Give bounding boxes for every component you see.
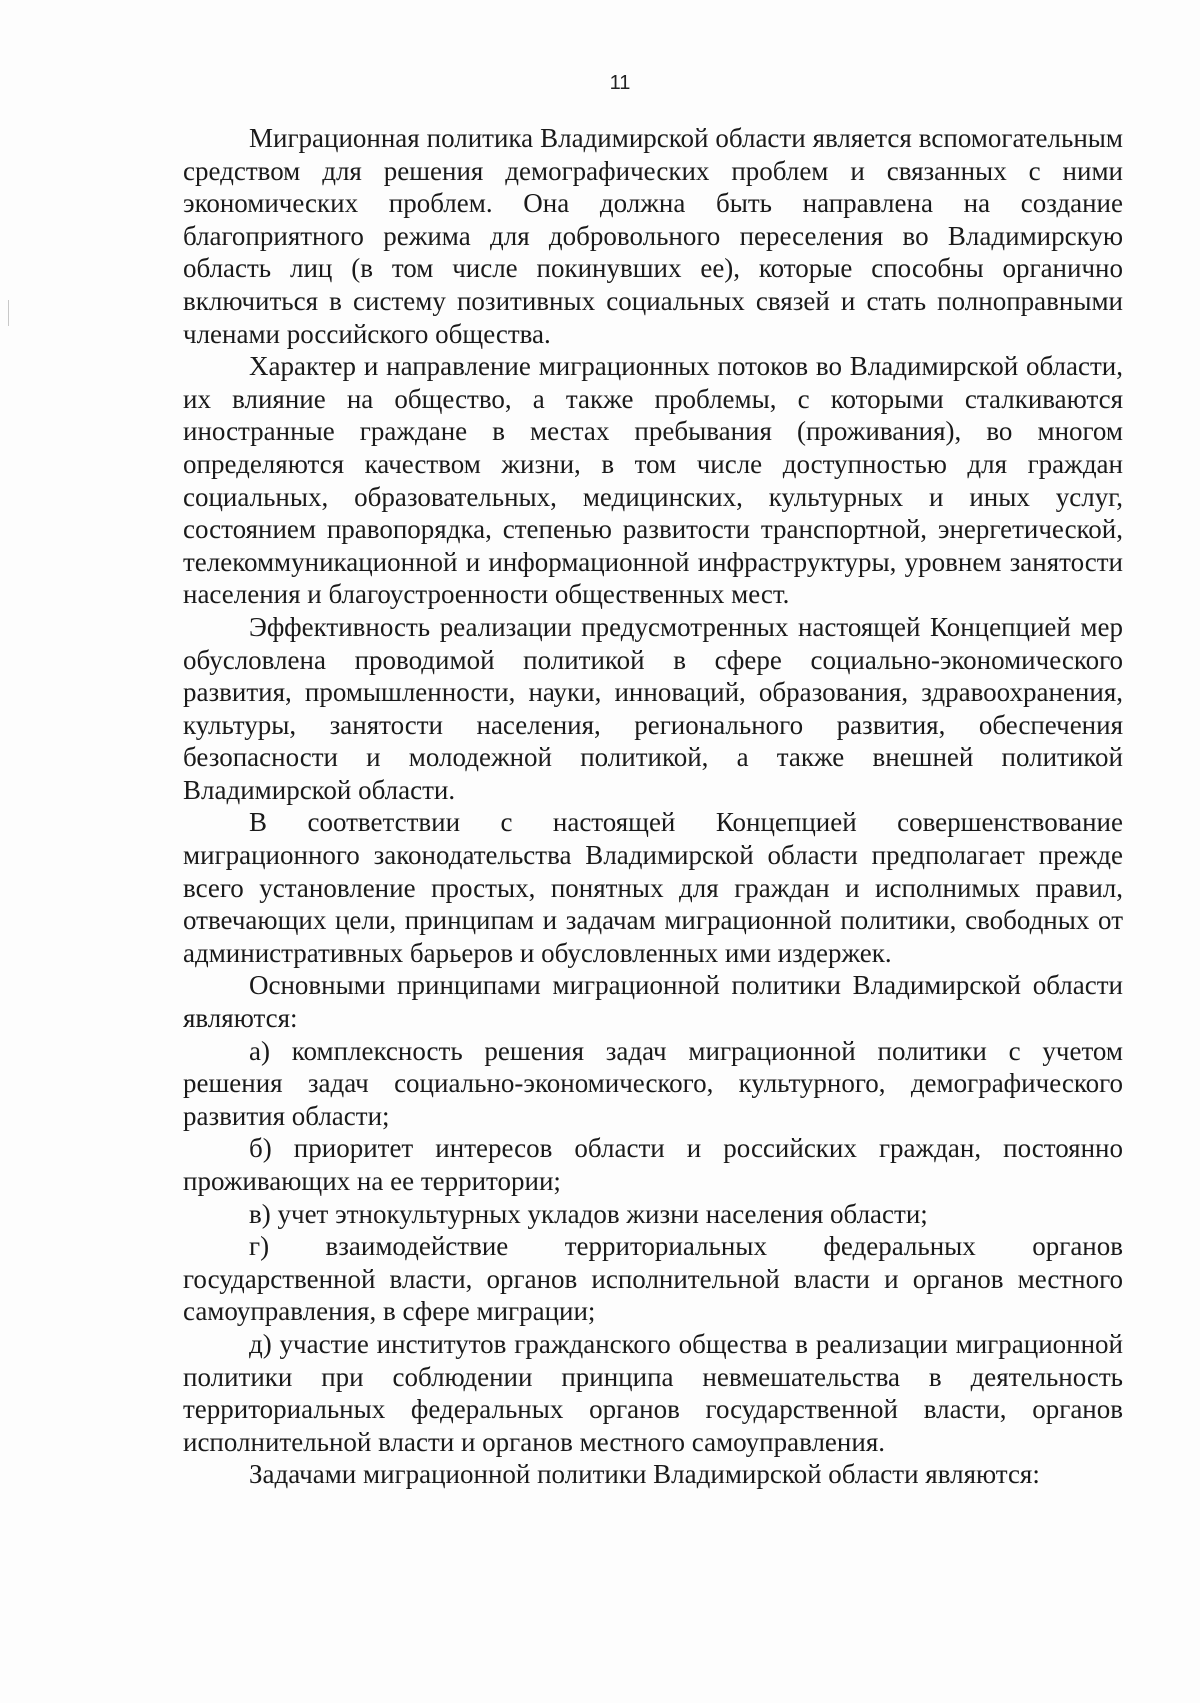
scan-margin-mark: [8, 300, 9, 326]
document-body: [183, 122, 1123, 1491]
list-item-principle-e: д) участие институтов гражданского общества в реализации миграционной политики при соблюдении принципа невмешательства в деятельность территориальных федеральных органов государственной власти, органов исполнительной власти и органов местного самоуправления.: [183, 1328, 1123, 1457]
list-item-principle-c: в) учет этнокультурных укладов жизни населения области;: [249, 1198, 928, 1229]
page-number: 11: [609, 72, 631, 94]
list-item-principle-d: г) взаимодействие территориальных федеральных органов государственной власти, органов исполнительной власти и органов местного самоуправления, в сфере миграции;: [183, 1231, 1123, 1327]
list-item-principle-b: б) приоритет интересов области и российских граждан, постоянно проживающих на ее территории;: [183, 1133, 1123, 1196]
paragraph-principles-intro: Основными принципами миграционной политики Владимирской области являются:: [183, 970, 1123, 1034]
paragraph-effectiveness: Эффективность реализации предусмотренных настоящей Концепцией мер обусловлена проводимой политикой в сфере социально-экономического развития, промышленности, науки, инноваций, образования, здравоохранения, культуры, занятости населения, регионального развития, обеспечения безопасности и молодежной политикой, а также внешней политикой Владимирской области.: [183, 611, 1123, 805]
list-item-principle-a: а) комплексность решения задач миграционной политики с учетом решения задач социально-экономического, культурного, демографического развития области;: [183, 1035, 1123, 1131]
paragraph-tasks-intro: Задачами миграционной политики Владимирской области являются:: [249, 1459, 1040, 1490]
paragraph-legislation: В соответствии с настоящей Концепцией совершенствование миграционного законодательства Владимирской области предполагает прежде всего установление простых, понятных для граждан и исполнимых правил, отвечающих цели, принципам и задачам миграционной политики, свободных от административных барьеров и обусловленных ими издержек.: [183, 807, 1123, 968]
paragraph-migration-flows: Характер и направление миграционных потоков во Владимирской области, их влияние на общество, а также проблемы, с которыми сталкиваются иностранные граждане в местах пребывания (проживания), во многом определяются качеством жизни, в том числе доступностью для граждан социальных, образовательных, медицинских, культурных и иных услуг, состоянием правопорядка, степенью развитости транспортной, энергетической, телекоммуникационной и информационной инфраструктуры, уровнем занятости населения и благоустроенности общественных мест.: [183, 351, 1123, 610]
paragraph-migration-policy-purpose: Миграционная политика Владимирской области является вспомогательным средством для решения демографических проблем и связанных с ними экономических проблем. Она должна быть направлена на создание благоприятного режима для добровольного переселения во Владимирскую область лиц (в том числе покинувших ее), которые способны органично включиться в систему позитивных социальных связей и стать полноправными членами российского общества.: [183, 123, 1123, 349]
